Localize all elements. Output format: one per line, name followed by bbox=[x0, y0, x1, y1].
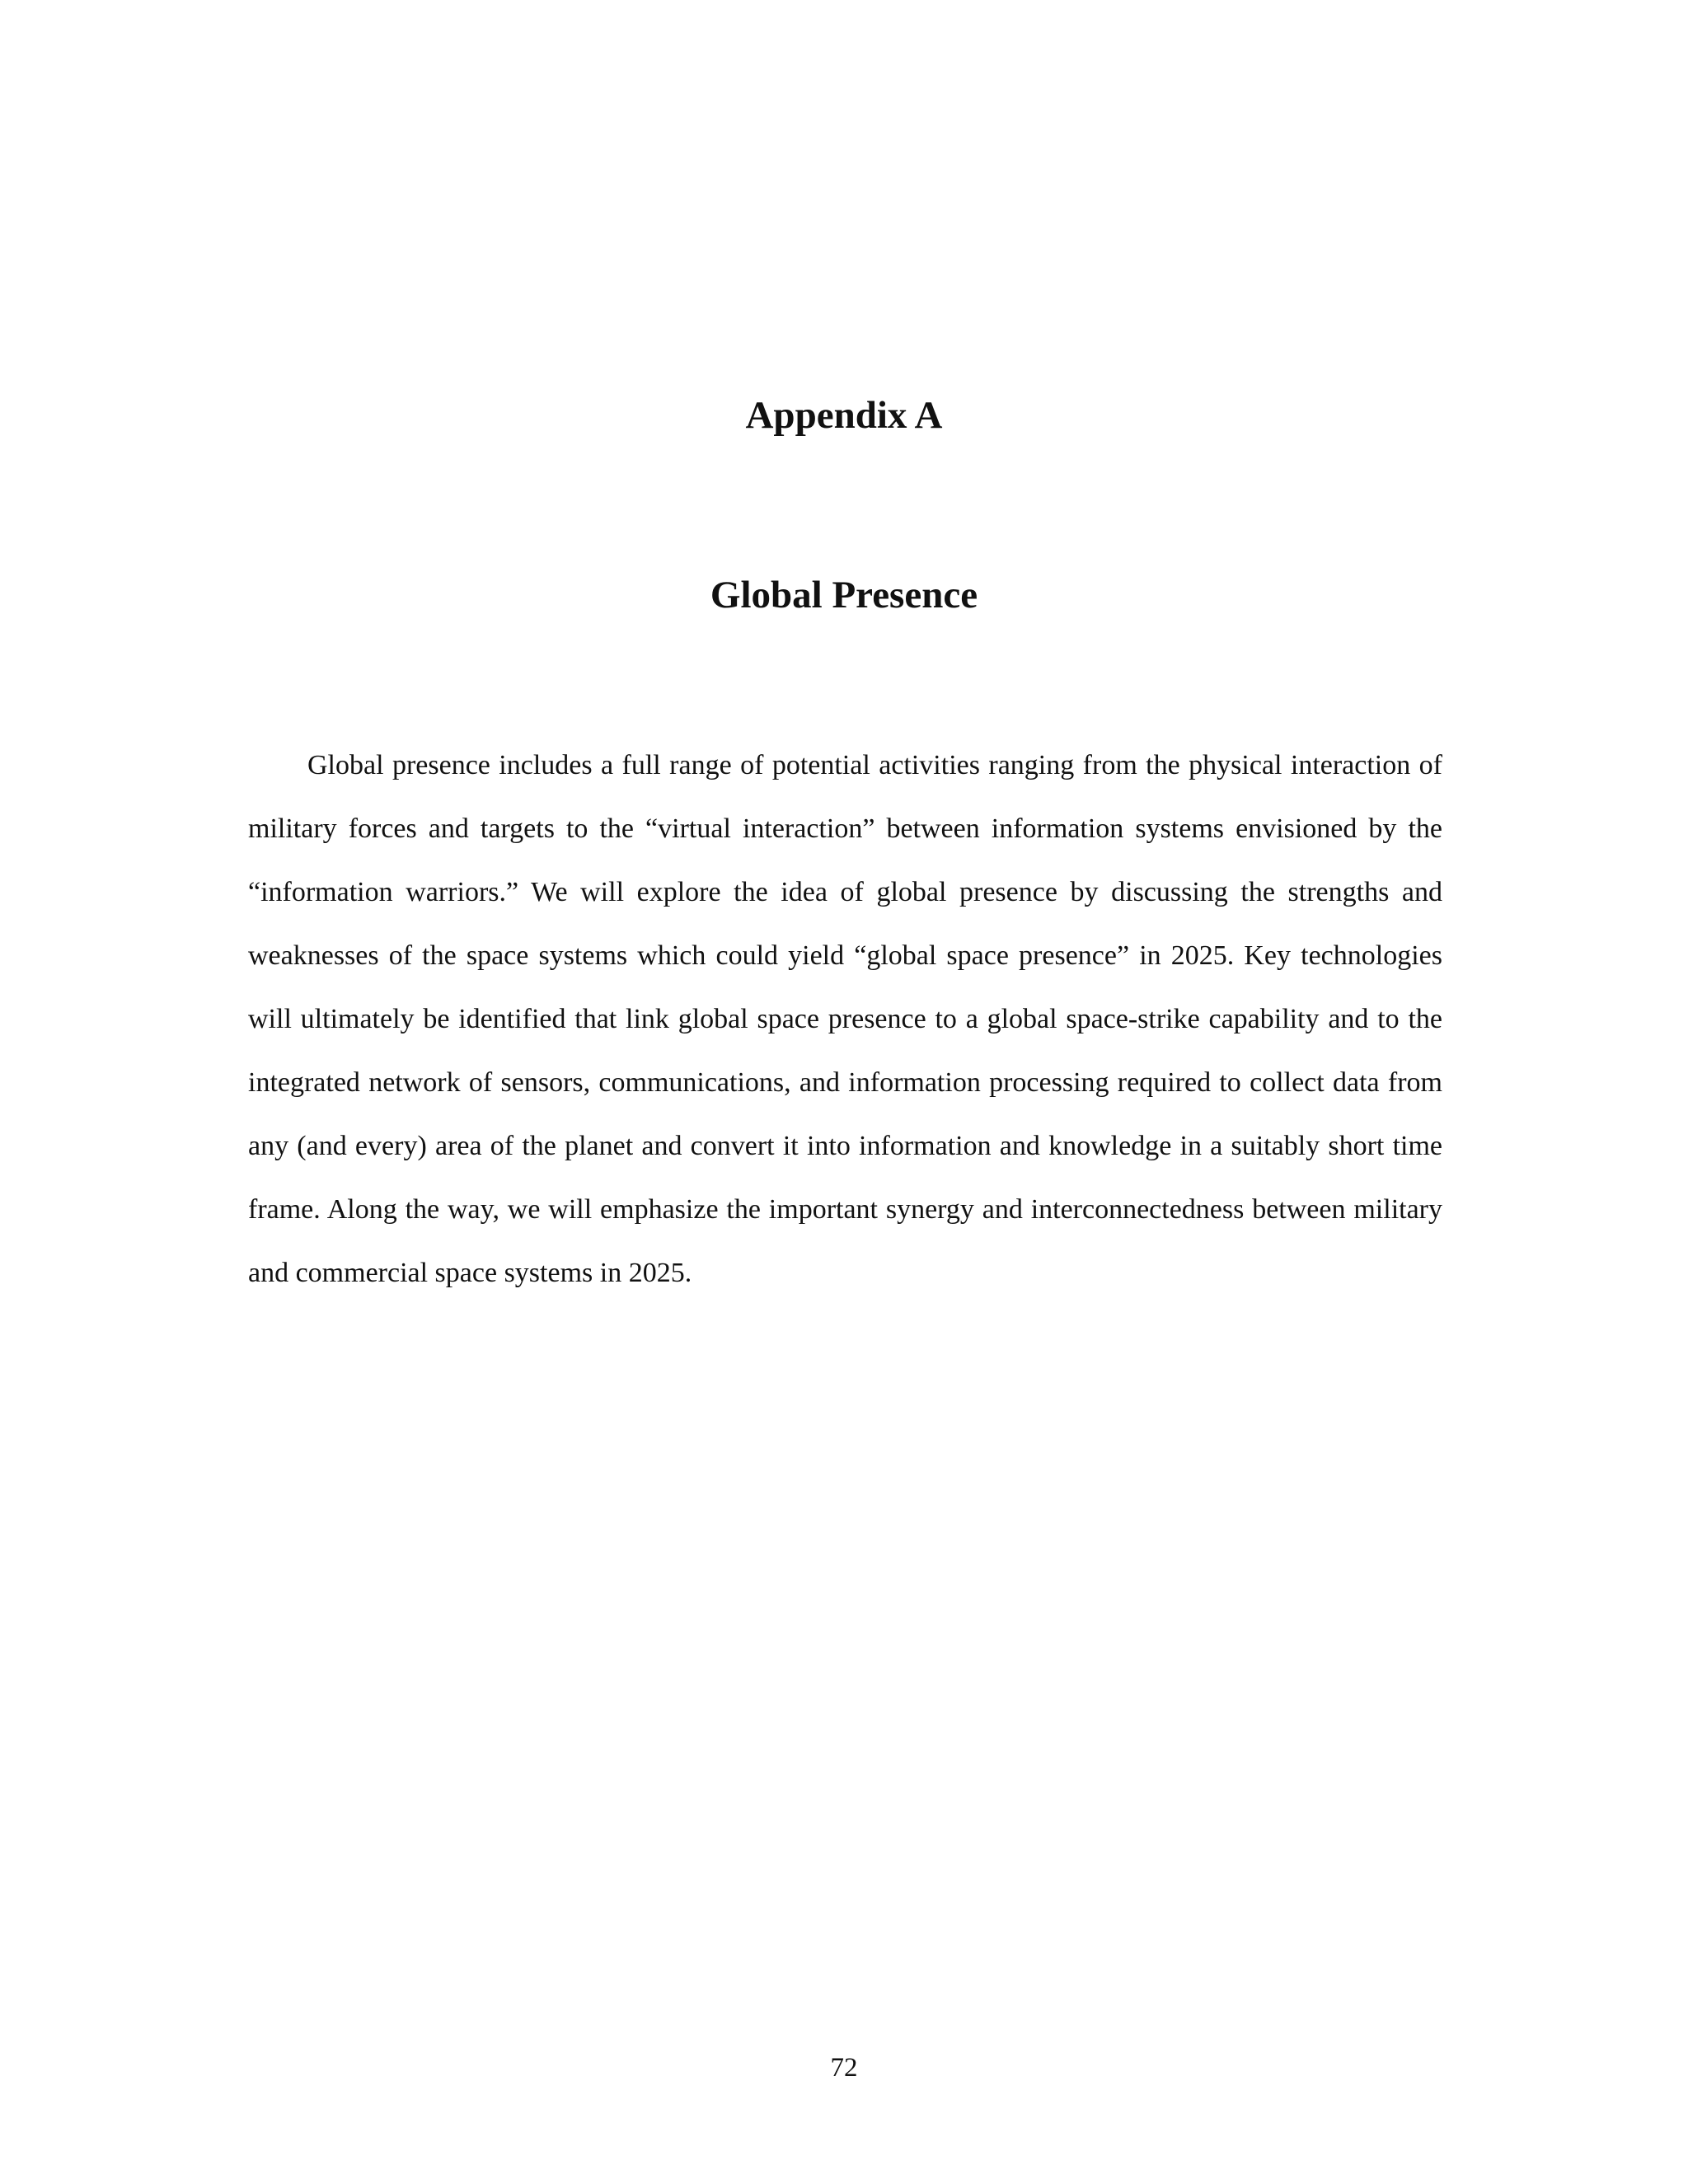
section-title: Global Presence bbox=[710, 574, 978, 616]
page-number: 72 bbox=[830, 2053, 858, 2083]
appendix-title: Appendix A bbox=[745, 394, 943, 437]
body-paragraph: Global presence includes a full range of potential activities ranging from the physical interaction of military forces and targets to the “virtual interaction” between information systems envisioned by the “information warriors.” We will explore the idea of global presence by discussing the strengths and weaknesses of the space systems which could yield “global space presence” in 2025. Key technologies will ultimately be identified that link global space presence to a global space-strike capability and to the integrated network of sensors, communications, and information processing required to collect data from any (and every) area of the planet and convert it into information and knowledge in a suitably short time frame. Along the way, we will emphasize the important synergy and interconnectedness between military and commercial space systems in 2025. bbox=[248, 750, 1442, 1288]
